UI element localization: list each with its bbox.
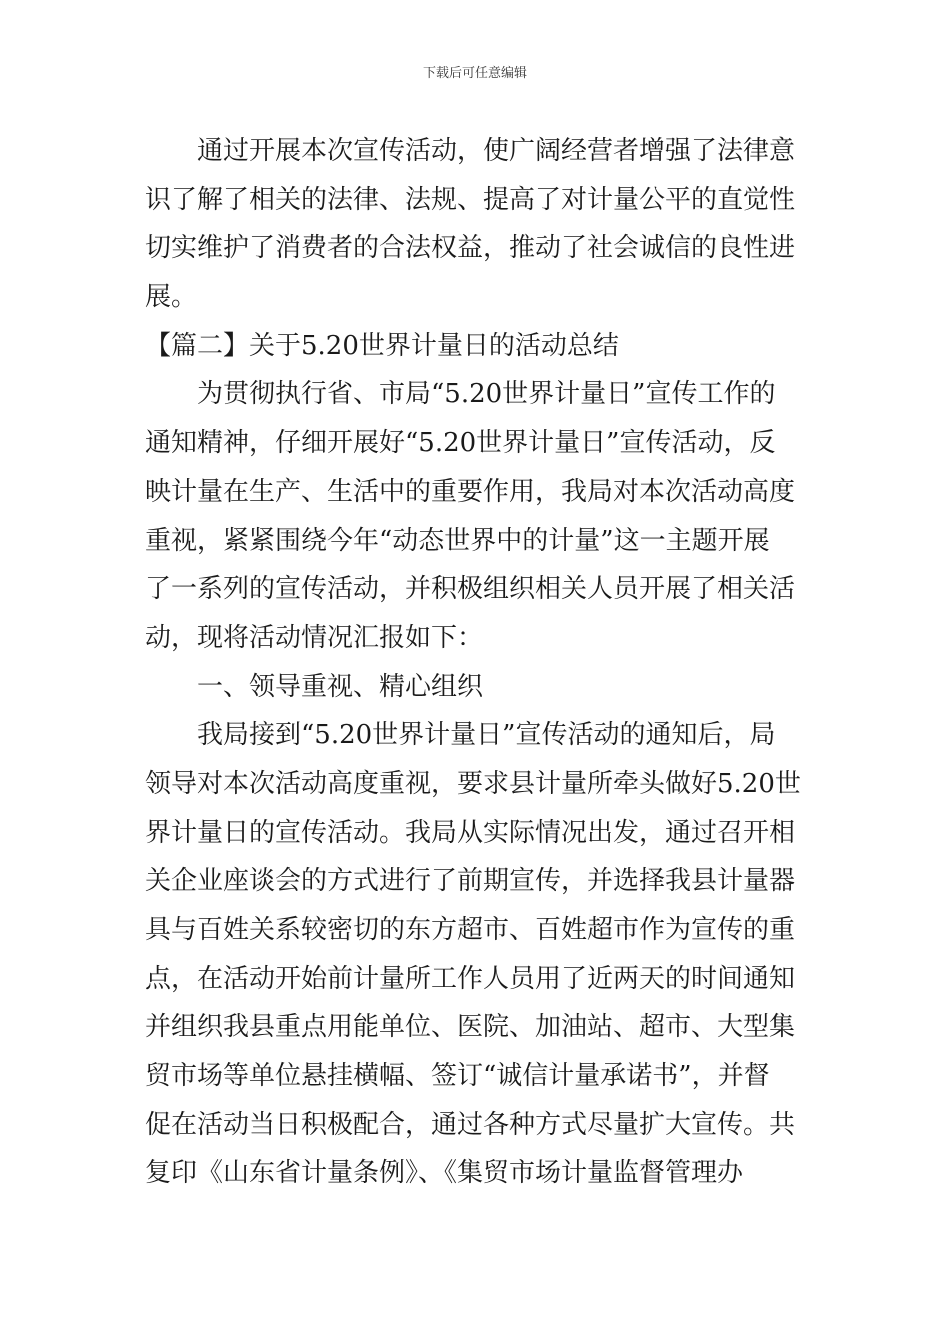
paragraph-line: 领导对本次活动高度重视，要求县计量所牵头做好5.20世	[145, 768, 801, 799]
subsection-heading: 一、领导重视、精心组织	[197, 671, 484, 702]
paragraph-line: 贸市场等单位悬挂横幅、签订“诚信计量承诺书”，并督	[145, 1061, 770, 1092]
section-title: 【篇二】关于5.20世界计量日的活动总结	[145, 330, 619, 361]
paragraph-line: 并组织我县重点用能单位、医院、加油站、超市、大型集	[145, 1012, 796, 1043]
paragraph-line: 界计量日的宣传活动。我局从实际情况出发，通过召开相	[145, 817, 796, 848]
paragraph-line: 识了解了相关的法律、法规、提高了对计量公平的直觉性	[145, 184, 796, 215]
paragraph-line: 通过开展本次宣传活动，使广阔经营者增强了法律意	[197, 136, 796, 166]
paragraph-line: 动，现将活动情况汇报如下：	[145, 622, 484, 653]
paragraph-line: 重视，紧紧围绕今年“动态世界中的计量”这一主题开展	[145, 525, 770, 556]
page-header-note: 下载后可任意编辑	[422, 66, 527, 81]
paragraph-line: 关企业座谈会的方式进行了前期宣传，并选择我县计量器	[145, 866, 796, 897]
paragraph-line: 复印《山东省计量条例》、《集贸市场计量监督管理办	[145, 1158, 744, 1189]
paragraph-line: 通知精神，仔细开展好“5.20世界计量日”宣传活动，反	[145, 428, 776, 459]
paragraph-line: 促在活动当日积极配合，通过各种方式尽量扩大宣传。共	[145, 1109, 796, 1140]
paragraph-line: 为贯彻执行省、市局“5.20世界计量日”宣传工作的	[197, 379, 776, 410]
paragraph-line: 展。	[145, 282, 198, 313]
paragraph-line: 我局接到“5.20世界计量日”宣传活动的通知后，局	[197, 720, 776, 751]
paragraph-line: 了一系列的宣传活动，并积极组织相关人员开展了相关活	[145, 574, 796, 605]
paragraph-line: 映计量在生产、生活中的重要作用，我局对本次活动高度	[145, 476, 796, 507]
paragraph-line: 具与百姓关系较密切的东方超市、百姓超市作为宣传的重	[145, 915, 796, 945]
paragraph-line: 点，在活动开始前计量所工作人员用了近两天的时间通知	[145, 963, 796, 994]
paragraph-line: 切实维护了消费者的合法权益，推动了社会诚信的良性进	[145, 233, 796, 264]
document-body	[145, 127, 807, 1198]
